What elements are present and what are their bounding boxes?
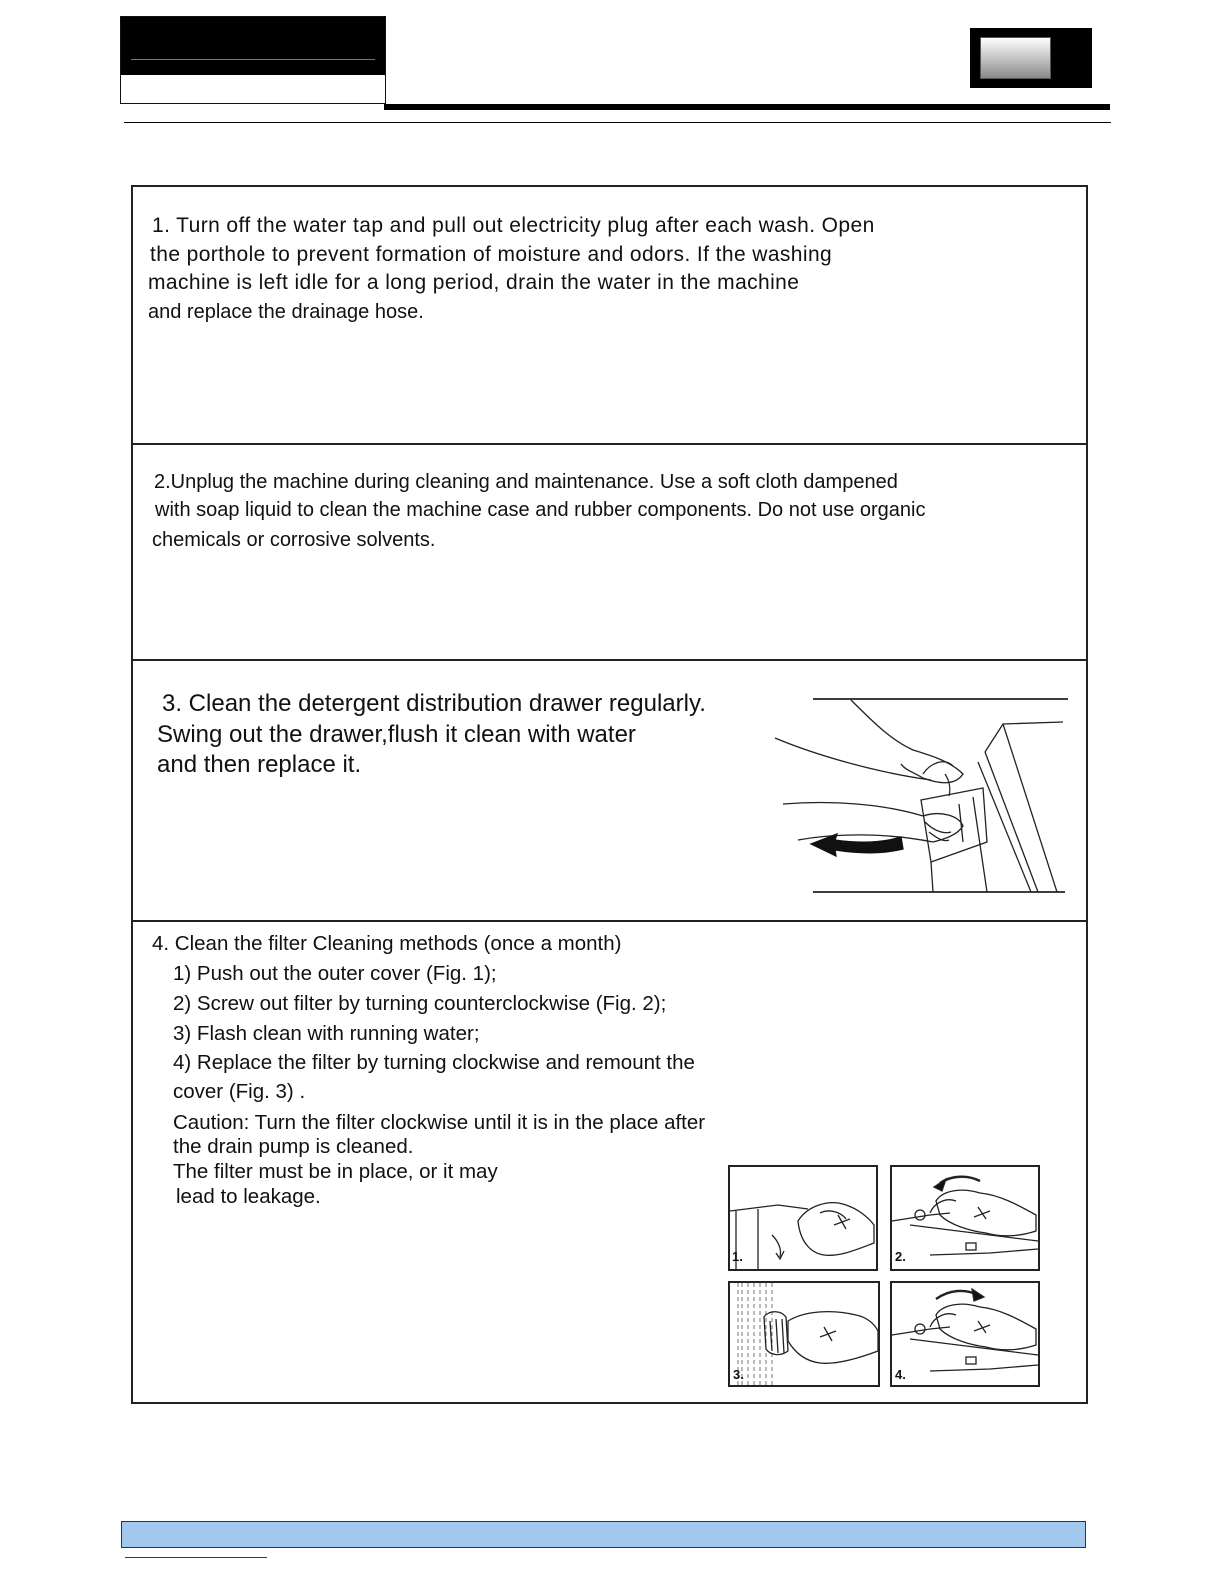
figure-3-label: 3. (733, 1367, 744, 1382)
section-1-line: machine is left idle for a long period, drain the water in the machine (148, 271, 800, 294)
section-4-line: 3) Flash clean with running water; (173, 1022, 480, 1045)
section-1-line: the porthole to prevent formation of moisture and odors. If the washing (150, 243, 833, 266)
section-1-line: 1. Turn off the water tap and pull out electricity plug after each wash. Open (152, 214, 875, 237)
section-3-line: and then replace it. (157, 751, 362, 778)
header-thick-rule (384, 104, 1110, 110)
header-badge (970, 28, 1092, 88)
section-2-line: 2.Unplug the machine during cleaning and maintenance. Use a soft cloth dampened (154, 471, 898, 493)
section-4-line: The filter must be in place, or it may (173, 1160, 498, 1183)
filter-figure-3 (728, 1281, 880, 1387)
section-4-line: cover (Fig. 3) . (173, 1080, 306, 1103)
section-4-line: lead to leakage. (176, 1185, 321, 1208)
figure-2-label: 2. (895, 1249, 906, 1264)
figure-4-label: 4. (895, 1367, 906, 1382)
footer-rule (125, 1557, 267, 1558)
header-logo-block (121, 17, 385, 75)
footer-bar (121, 1521, 1086, 1548)
section-4-line: the drain pump is cleaned. (173, 1135, 414, 1158)
section-2-line: with soap liquid to clean the machine case and rubber components. Do not use organic (155, 499, 926, 521)
section-4-line: Caution: Turn the filter clockwise until it is in the place after (173, 1111, 706, 1134)
section-4-line: 4) Replace the filter by turning clockwise and remount the (173, 1051, 695, 1074)
filter-figure-2 (890, 1165, 1040, 1271)
instruction-box (131, 185, 1088, 1404)
filter-figure-4 (890, 1281, 1040, 1387)
header-logo-box (120, 16, 386, 104)
section-4-line: 4. Clean the filter Cleaning methods (once a month) (152, 932, 622, 955)
header-logo-line (131, 59, 375, 60)
section-3-line: 3. Clean the detergent distribution drawer regularly. (162, 690, 706, 717)
section-2-line: chemicals or corrosive solvents. (152, 529, 436, 551)
section-1-line: and replace the drainage hose. (148, 301, 424, 323)
section-4-line: 1) Push out the outer cover (Fig. 1); (173, 962, 497, 985)
section-divider (133, 920, 1086, 922)
section-3-line: Swing out the drawer,flush it clean with water (157, 721, 636, 748)
section-4-line: 2) Screw out filter by turning counterclockwise (Fig. 2); (173, 992, 667, 1015)
header-badge-screen (980, 37, 1051, 79)
header-thin-rule (124, 122, 1111, 123)
filter-figure-1 (728, 1165, 878, 1271)
detergent-drawer-illustration (773, 692, 1073, 897)
section-divider (133, 443, 1086, 445)
section-divider (133, 659, 1086, 661)
figure-1-label: 1. (732, 1249, 743, 1264)
